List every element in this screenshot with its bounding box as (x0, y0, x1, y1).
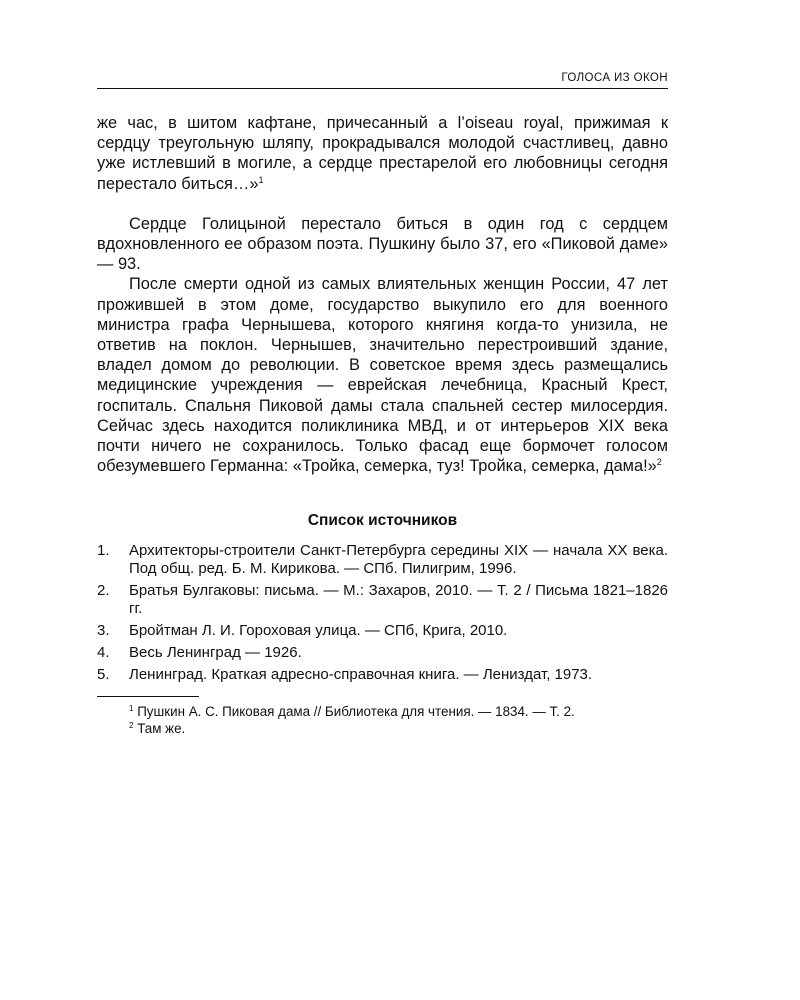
book-page (97, 72, 668, 737)
source-text: Бройтман Л. И. Гороховая улица. — СПб, Крига, 2010. (129, 622, 508, 640)
paragraph-text: После смерти одной из самых влиятельных женщин России, 47 лет прожившей в этом доме, государство выкупило его для военного министра графа Чернышева, которого княгиня когда-то унизила, не ответив на поклон. Чернышев, значительно перестроивший здание, владел домом до революции. В советское время здесь размещались медицинские учреждения — еврейская лечебница, Красный Крест, госпиталь. Спальня Пиковой дамы стала спальней сестер милосердия. Сейчас здесь находится поликлиника МВД, и от интерьеров XIX века почти ничего не сохранилось. Только фасад еще бормочет голосом обезумевшего Германна: «Тройка, семерка, туз! Тройка, семерка, дама!» (97, 275, 668, 476)
source-number: 5. (97, 666, 110, 684)
footnote-text: Там же. (137, 721, 186, 737)
footnote-ref: 1 (258, 174, 264, 185)
source-text: Братья Булгаковы: письма. — М.: Захаров, 2010. — Т. 2 / Письма 1821–1826 гг. (129, 582, 668, 618)
sources-list (97, 542, 668, 684)
source-number: 1. (97, 542, 110, 560)
main-text (97, 113, 668, 476)
footnotes (97, 703, 668, 737)
paragraph-text: же час, в шитом кафтане, причесанный а l’oiseau royal, прижимая к сердцу треугольную шляпу, прокрадывался молодой счастливец, давно уже истлевший в могиле, а сердце престарелой его любовницы сегодня перестало биться…» (97, 114, 668, 193)
footnote-mark: 1 (129, 704, 134, 714)
paragraph-continuation (97, 113, 668, 194)
footnote-text: Пушкин А. С. Пиковая дама // Библиотека для чтения. — 1834. — Т. 2. (137, 704, 575, 720)
source-item (97, 666, 668, 684)
footnote-divider (97, 696, 199, 697)
source-number: 2. (97, 582, 110, 600)
footnote-ref: 2 (656, 457, 662, 468)
paragraph: Сердце Голицыной перестало биться в один год с сердцем вдохновленного ее образом поэта. Пушкину было 37, его «Пиковой даме» — 93. (97, 214, 668, 274)
source-text: Ленинград. Краткая адресно-справочная книга. — Лениздат, 1973. (129, 666, 593, 684)
source-number: 3. (97, 622, 110, 640)
source-item (97, 582, 668, 618)
source-text: Архитекторы-строители Санкт-Петербурга середины XIX — начала XX века. Под общ. ред. Б. М. Кирикова. — СПб. Пилигрим, 1996. (129, 542, 668, 578)
footnote (97, 720, 668, 737)
footnote-mark: 2 (129, 721, 134, 731)
sources-heading: Список источников (307, 512, 458, 530)
source-item (97, 542, 668, 578)
footnote (97, 703, 668, 720)
source-item (97, 644, 668, 662)
source-text: Весь Ленинград — 1926. (129, 644, 302, 662)
paragraph (97, 274, 668, 476)
source-number: 4. (97, 644, 110, 662)
source-item (97, 622, 668, 640)
running-title: ГОЛОСА ИЗ ОКОН (97, 72, 668, 89)
